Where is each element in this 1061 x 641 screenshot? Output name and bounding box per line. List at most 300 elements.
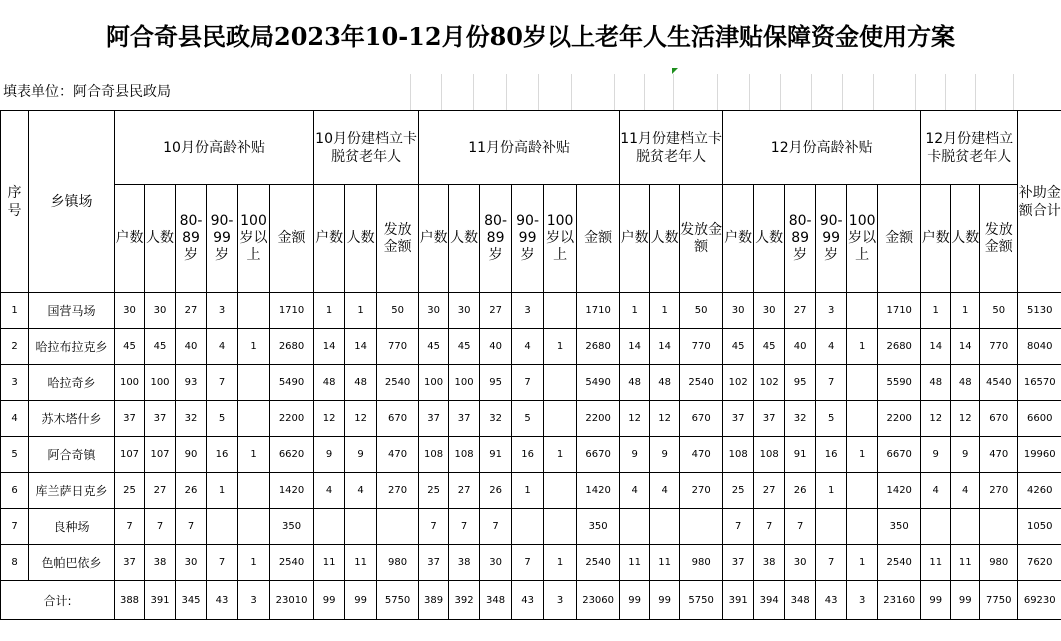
- table-cell: 6620: [270, 437, 314, 473]
- header-oct-poor: 10月份建档立卡脱贫老年人: [314, 111, 419, 185]
- table-cell: 1420: [577, 473, 620, 509]
- table-cell: 1: [314, 293, 345, 329]
- table-cell: 26: [176, 473, 207, 509]
- sheet-gridline: [945, 74, 946, 110]
- table-cell: 48: [620, 365, 650, 401]
- table-cell: [544, 365, 577, 401]
- row-town: 国营马场: [29, 293, 115, 329]
- table-cell: 14: [650, 329, 680, 365]
- table-cell: 1710: [270, 293, 314, 329]
- table-cell: 7: [816, 365, 847, 401]
- row-seq: 5: [1, 437, 29, 473]
- table-cell: 6670: [878, 437, 921, 473]
- table-cell: 37: [723, 545, 754, 581]
- sheet-gridline: [1013, 74, 1014, 110]
- table-cell: [544, 509, 577, 545]
- table-cell: 100: [145, 365, 176, 401]
- table-cell: 770: [680, 329, 723, 365]
- table-cell: 350: [878, 509, 921, 545]
- table-cell: 11: [314, 545, 345, 581]
- table-cell: 270: [377, 473, 419, 509]
- table-cell: 270: [980, 473, 1018, 509]
- table-cell: 1: [951, 293, 980, 329]
- total-cell: 3: [847, 581, 878, 620]
- subheader-elder-1: 人数: [754, 185, 785, 293]
- table-cell: 5590: [878, 365, 921, 401]
- table-cell: 2680: [270, 329, 314, 365]
- table-row: [1, 401, 1061, 437]
- table-cell: 102: [723, 365, 754, 401]
- table-cell: 48: [921, 365, 951, 401]
- table-cell: 470: [680, 437, 723, 473]
- table-cell: 30: [145, 293, 176, 329]
- table-cell: 38: [145, 545, 176, 581]
- subheader-elder-0: 户数: [419, 185, 449, 293]
- table-cell: 2200: [577, 401, 620, 437]
- total-cell: 43: [816, 581, 847, 620]
- subheader-elder-1: 人数: [449, 185, 480, 293]
- subheader-elder-2: 80-89岁: [785, 185, 816, 293]
- sheet-gridline: [915, 74, 916, 110]
- table-cell: 4: [207, 329, 238, 365]
- table-cell: [847, 473, 878, 509]
- table-cell: 1: [512, 473, 544, 509]
- table-cell: [620, 509, 650, 545]
- table-cell: 1420: [270, 473, 314, 509]
- table-row: [1, 329, 1061, 365]
- row-town: 苏木塔什乡: [29, 401, 115, 437]
- table-cell: 30: [176, 545, 207, 581]
- table-cell: [650, 509, 680, 545]
- total-cell: 5750: [377, 581, 419, 620]
- table-cell: 108: [449, 437, 480, 473]
- total-cell: 23010: [270, 581, 314, 620]
- table-cell: [238, 509, 270, 545]
- table-row: [1, 365, 1061, 401]
- total-cell: 392: [449, 581, 480, 620]
- table-cell: 12: [650, 401, 680, 437]
- table-cell: 37: [115, 401, 145, 437]
- table-cell: 32: [480, 401, 512, 437]
- table-cell: 27: [754, 473, 785, 509]
- table-cell: [921, 509, 951, 545]
- table-row: [1, 509, 1061, 545]
- table-cell: 30: [480, 545, 512, 581]
- table-cell: [238, 293, 270, 329]
- table-cell: 2540: [878, 545, 921, 581]
- table-cell: 9: [345, 437, 377, 473]
- table-cell: 90: [176, 437, 207, 473]
- table-row: [1, 545, 1061, 581]
- table-cell: 470: [980, 437, 1018, 473]
- subheader-poor-2: 发放金额: [377, 185, 419, 293]
- row-town: 阿合奇镇: [29, 437, 115, 473]
- table-cell: 27: [449, 473, 480, 509]
- table-cell: 5490: [577, 365, 620, 401]
- table-cell: 11: [921, 545, 951, 581]
- table-cell: 1420: [878, 473, 921, 509]
- table-cell: 670: [980, 401, 1018, 437]
- table-cell: 11: [951, 545, 980, 581]
- table-cell: 14: [620, 329, 650, 365]
- total-cell: 348: [785, 581, 816, 620]
- table-cell: 1: [544, 437, 577, 473]
- table-cell: 37: [754, 401, 785, 437]
- subheader-elder-0: 户数: [723, 185, 754, 293]
- table-cell: 980: [980, 545, 1018, 581]
- table-cell: 16: [207, 437, 238, 473]
- subheader-poor-2: 发放金额: [680, 185, 723, 293]
- table-cell: 770: [980, 329, 1018, 365]
- sheet-gridline: [842, 74, 843, 110]
- table-cell: 25: [115, 473, 145, 509]
- table-cell: 91: [785, 437, 816, 473]
- table-cell: 2200: [878, 401, 921, 437]
- table-cell: 7: [207, 545, 238, 581]
- table-cell: 1: [847, 545, 878, 581]
- table-cell: 9: [314, 437, 345, 473]
- total-cell: 99: [650, 581, 680, 620]
- table-cell: 770: [377, 329, 419, 365]
- table-cell: 50: [377, 293, 419, 329]
- page-title: 阿合奇县民政局2023年10-12月份80岁以上老年人生活津贴保障资金使用方案: [106, 22, 955, 51]
- unit-line: [0, 74, 1061, 110]
- sheet-gridline: [571, 74, 572, 110]
- subheader-row: [1, 185, 1061, 293]
- table-cell: 7: [816, 545, 847, 581]
- table-cell: 2680: [878, 329, 921, 365]
- table-cell: [544, 293, 577, 329]
- subheader-elder-5: 金额: [878, 185, 921, 293]
- subsidy-table: [0, 110, 1061, 620]
- total-cell: 391: [145, 581, 176, 620]
- subheader-poor-0: 户数: [620, 185, 650, 293]
- table-cell: 27: [480, 293, 512, 329]
- table-row: [1, 473, 1061, 509]
- table-cell: [314, 509, 345, 545]
- table-cell: [816, 509, 847, 545]
- table-cell: 26: [785, 473, 816, 509]
- table-cell: 37: [723, 401, 754, 437]
- row-seq: 8: [1, 545, 29, 581]
- table-cell: 26: [480, 473, 512, 509]
- subheader-poor-1: 人数: [650, 185, 680, 293]
- table-cell: 12: [951, 401, 980, 437]
- table-cell: 470: [377, 437, 419, 473]
- table-cell: 1: [847, 437, 878, 473]
- table-cell: 1: [238, 437, 270, 473]
- table-cell: [377, 509, 419, 545]
- table-cell: 9: [951, 437, 980, 473]
- table-cell: 48: [951, 365, 980, 401]
- table-cell: 1: [650, 293, 680, 329]
- table-cell: 5490: [270, 365, 314, 401]
- table-cell: 5: [816, 401, 847, 437]
- table-cell: 50: [680, 293, 723, 329]
- table-cell: 2200: [270, 401, 314, 437]
- table-cell: 45: [449, 329, 480, 365]
- sheet-gridline: [473, 74, 474, 110]
- table-cell: 11: [650, 545, 680, 581]
- table-cell: 45: [145, 329, 176, 365]
- table-cell: 9: [921, 437, 951, 473]
- table-cell: 25: [419, 473, 449, 509]
- table-cell: 48: [650, 365, 680, 401]
- total-cell: 3: [238, 581, 270, 620]
- table-cell: 350: [270, 509, 314, 545]
- header-oct-elder: 10月份高龄补贴: [115, 111, 314, 185]
- table-cell: 11: [620, 545, 650, 581]
- row-town: 哈拉布拉克乡: [29, 329, 115, 365]
- sheet-gridline: [717, 74, 718, 110]
- subheader-elder-5: 金额: [577, 185, 620, 293]
- table-cell: 25: [723, 473, 754, 509]
- subheader-elder-4: 100岁以上: [544, 185, 577, 293]
- table-cell: 107: [145, 437, 176, 473]
- total-cell: 43: [512, 581, 544, 620]
- table-cell: 7: [115, 509, 145, 545]
- table-cell: 27: [145, 473, 176, 509]
- table-cell: 16: [512, 437, 544, 473]
- table-cell: [544, 401, 577, 437]
- table-cell: 45: [754, 329, 785, 365]
- sheet-gridline: [780, 74, 781, 110]
- total-cell: 388: [115, 581, 145, 620]
- table-cell: 4260: [1018, 473, 1061, 509]
- table-cell: [847, 401, 878, 437]
- row-seq: 2: [1, 329, 29, 365]
- table-cell: [238, 365, 270, 401]
- total-cell: 99: [951, 581, 980, 620]
- table-cell: 2680: [577, 329, 620, 365]
- sheet-gridline: [410, 74, 411, 110]
- sheet-gridline: [749, 74, 750, 110]
- table-cell: 7: [512, 545, 544, 581]
- table-cell: 93: [176, 365, 207, 401]
- table-cell: 1710: [577, 293, 620, 329]
- table-cell: [544, 473, 577, 509]
- table-cell: 2540: [270, 545, 314, 581]
- table-cell: 27: [176, 293, 207, 329]
- table-cell: 108: [754, 437, 785, 473]
- table-cell: 1050: [1018, 509, 1061, 545]
- table-cell: 7620: [1018, 545, 1061, 581]
- sheet-gridline: [673, 74, 674, 110]
- table-cell: 2540: [577, 545, 620, 581]
- table-cell: [512, 509, 544, 545]
- table-cell: [847, 293, 878, 329]
- table-cell: 4540: [980, 365, 1018, 401]
- table-cell: 37: [419, 401, 449, 437]
- table-cell: 30: [115, 293, 145, 329]
- subheader-elder-2: 80-89岁: [480, 185, 512, 293]
- table-cell: 37: [449, 401, 480, 437]
- table-cell: 2540: [377, 365, 419, 401]
- table-cell: 40: [176, 329, 207, 365]
- table-cell: 4: [620, 473, 650, 509]
- table-cell: 14: [951, 329, 980, 365]
- row-seq: 4: [1, 401, 29, 437]
- header-nov-poor: 11月份建档立卡脱贫老年人: [620, 111, 723, 185]
- table-cell: 3: [207, 293, 238, 329]
- table-cell: [847, 509, 878, 545]
- subheader-elder-5: 金额: [270, 185, 314, 293]
- table-cell: 1: [921, 293, 951, 329]
- total-cell: 99: [921, 581, 951, 620]
- table-cell: 95: [785, 365, 816, 401]
- table-cell: 8040: [1018, 329, 1061, 365]
- total-cell: 69230: [1018, 581, 1061, 620]
- subheader-elder-3: 90-99岁: [816, 185, 847, 293]
- header-dec-poor: 12月份建档立卡脱贫老年人: [921, 111, 1018, 185]
- table-cell: 45: [723, 329, 754, 365]
- total-cell: 394: [754, 581, 785, 620]
- table-cell: [980, 509, 1018, 545]
- sheet-gridline: [538, 74, 539, 110]
- table-cell: [238, 473, 270, 509]
- table-cell: [238, 401, 270, 437]
- total-cell: 5750: [680, 581, 723, 620]
- table-cell: 3: [512, 293, 544, 329]
- header-town: 乡镇场: [29, 111, 115, 293]
- total-cell: 23160: [878, 581, 921, 620]
- table-cell: 7: [176, 509, 207, 545]
- table-cell: 5130: [1018, 293, 1061, 329]
- row-town: 哈拉奇乡: [29, 365, 115, 401]
- subheader-poor-2: 发放金额: [980, 185, 1018, 293]
- table-cell: 37: [419, 545, 449, 581]
- table-cell: 11: [345, 545, 377, 581]
- row-town: 良种场: [29, 509, 115, 545]
- table-cell: 7: [754, 509, 785, 545]
- table-cell: 27: [785, 293, 816, 329]
- row-seq: 7: [1, 509, 29, 545]
- table-cell: 7: [449, 509, 480, 545]
- table-cell: 9: [650, 437, 680, 473]
- table-cell: [847, 365, 878, 401]
- table-cell: 7: [512, 365, 544, 401]
- total-cell: 389: [419, 581, 449, 620]
- table-cell: 45: [115, 329, 145, 365]
- table-cell: 1: [238, 545, 270, 581]
- total-cell: 3: [544, 581, 577, 620]
- table-cell: 40: [480, 329, 512, 365]
- table-cell: [345, 509, 377, 545]
- table-cell: 100: [449, 365, 480, 401]
- table-cell: 1710: [878, 293, 921, 329]
- table-cell: 107: [115, 437, 145, 473]
- table-cell: 12: [620, 401, 650, 437]
- table-cell: 37: [115, 545, 145, 581]
- sheet-gridline: [614, 74, 615, 110]
- header-seq: 序号: [1, 111, 29, 293]
- sheet-gridline: [506, 74, 507, 110]
- table-cell: 30: [754, 293, 785, 329]
- header-nov-elder: 11月份高龄补贴: [419, 111, 620, 185]
- table-cell: 9: [620, 437, 650, 473]
- table-cell: 7: [145, 509, 176, 545]
- table-cell: 2540: [680, 365, 723, 401]
- sheet-gridline: [811, 74, 812, 110]
- table-cell: 19960: [1018, 437, 1061, 473]
- table-cell: 12: [314, 401, 345, 437]
- table-cell: 4: [512, 329, 544, 365]
- table-row: [1, 293, 1061, 329]
- unit-label: 填表单位：阿合奇县民政局: [3, 84, 171, 100]
- subheader-poor-1: 人数: [345, 185, 377, 293]
- table-cell: 30: [419, 293, 449, 329]
- row-town: 库兰萨日克乡: [29, 473, 115, 509]
- table-cell: 91: [480, 437, 512, 473]
- table-cell: 108: [723, 437, 754, 473]
- table-cell: 4: [650, 473, 680, 509]
- table-cell: 270: [680, 473, 723, 509]
- header-dec-elder: 12月份高龄补贴: [723, 111, 921, 185]
- table-cell: 670: [377, 401, 419, 437]
- table-cell: 4: [345, 473, 377, 509]
- table-cell: 108: [419, 437, 449, 473]
- table-cell: 16: [816, 437, 847, 473]
- table-cell: 37: [145, 401, 176, 437]
- table-cell: 38: [754, 545, 785, 581]
- table-cell: 100: [419, 365, 449, 401]
- table-cell: 1: [544, 545, 577, 581]
- table-cell: 95: [480, 365, 512, 401]
- total-cell: 345: [176, 581, 207, 620]
- row-seq: 1: [1, 293, 29, 329]
- table-cell: 38: [449, 545, 480, 581]
- table-cell: 30: [785, 545, 816, 581]
- table-cell: 102: [754, 365, 785, 401]
- subheader-elder-3: 90-99岁: [207, 185, 238, 293]
- table-cell: [207, 509, 238, 545]
- table-cell: 48: [314, 365, 345, 401]
- table-cell: 14: [345, 329, 377, 365]
- table-cell: 12: [345, 401, 377, 437]
- header-total: 补助金额合计: [1018, 111, 1061, 293]
- total-row: [1, 581, 1061, 620]
- table-cell: 40: [785, 329, 816, 365]
- table-cell: 7: [785, 509, 816, 545]
- total-cell: 23060: [577, 581, 620, 620]
- total-cell: 7750: [980, 581, 1018, 620]
- table-cell: 100: [115, 365, 145, 401]
- table-cell: 1: [345, 293, 377, 329]
- table-cell: 14: [921, 329, 951, 365]
- total-cell: 348: [480, 581, 512, 620]
- table-cell: 670: [680, 401, 723, 437]
- sheet-gridline: [975, 74, 976, 110]
- subheader-elder-4: 100岁以上: [847, 185, 878, 293]
- table-cell: 3: [816, 293, 847, 329]
- table-cell: 6600: [1018, 401, 1061, 437]
- table-cell: 4: [816, 329, 847, 365]
- row-seq: 3: [1, 365, 29, 401]
- table-cell: 4: [921, 473, 951, 509]
- total-cell: 99: [345, 581, 377, 620]
- subheader-elder-4: 100岁以上: [238, 185, 270, 293]
- table-cell: 1: [207, 473, 238, 509]
- table-cell: 30: [723, 293, 754, 329]
- table-cell: 1: [238, 329, 270, 365]
- subheader-elder-1: 人数: [145, 185, 176, 293]
- table-cell: [680, 509, 723, 545]
- subheader-elder-2: 80-89岁: [176, 185, 207, 293]
- table-cell: 980: [377, 545, 419, 581]
- subheader-poor-0: 户数: [314, 185, 345, 293]
- table-cell: 48: [345, 365, 377, 401]
- table-body: [1, 293, 1061, 620]
